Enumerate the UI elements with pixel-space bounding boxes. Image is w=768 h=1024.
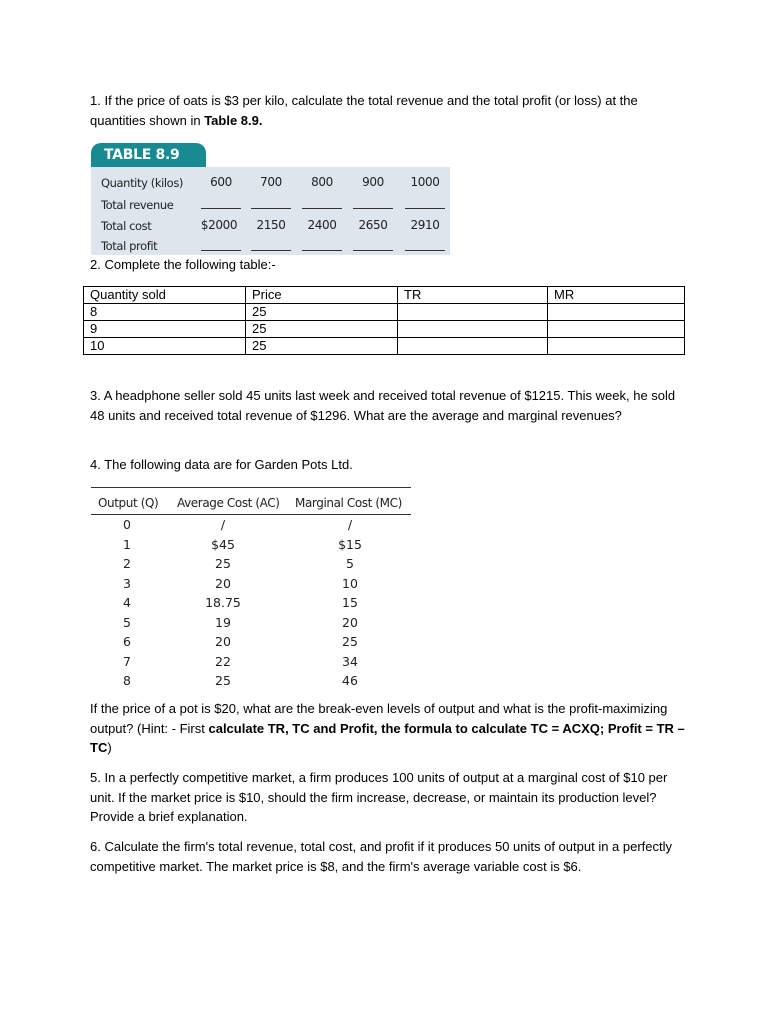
cell-average-cost: 20	[215, 575, 231, 591]
cell-mr	[548, 321, 685, 338]
header-tr: TR	[398, 287, 548, 304]
question-6: 6. Calculate the firm's total revenue, total cost, and profit if it produces 50 units of output in a perfectly competitive market. The market price is $8, and the firm's average variable cost is $6.	[90, 839, 673, 874]
row-label-profit: Total profit	[101, 239, 158, 253]
quantity-cell: 900	[362, 175, 384, 189]
cell-average-cost: 18.75	[205, 595, 241, 610]
table-header-row	[84, 287, 685, 304]
cell-quantity: 9	[84, 321, 246, 338]
cost-cell: 2150	[256, 218, 286, 232]
header-price: Price	[246, 287, 398, 304]
header-marginal-cost: Marginal Cost (MC)	[295, 496, 402, 510]
cell-marginal-cost: 34	[342, 653, 358, 669]
cost-cell: 2400	[307, 218, 337, 232]
blank-line	[201, 208, 241, 209]
question-4-prompt	[90, 699, 690, 758]
table-8-9	[91, 167, 450, 255]
question-4-hint-formula: calculate TR, TC and Profit, the formula to calculate TC = ACXQ; Profit = TR – TC	[90, 720, 685, 755]
blank-line	[251, 208, 291, 209]
cell-marginal-cost: 5	[346, 556, 354, 571]
cell-tr	[398, 338, 548, 355]
blank-line	[353, 208, 393, 209]
header-mr: MR	[548, 287, 685, 304]
table-top-rule	[91, 487, 411, 488]
blank-line	[353, 250, 393, 251]
cell-average-cost: 22	[215, 653, 231, 669]
cell-output: 6	[123, 634, 131, 649]
cell-average-cost: 25	[215, 556, 231, 571]
question-1	[90, 91, 690, 130]
header-output: Output (Q)	[98, 496, 159, 510]
question-2: 2. Complete the following table:-	[90, 257, 276, 272]
cell-output: 4	[123, 595, 131, 610]
table-8-9-tab: TABLE 8.9	[91, 143, 206, 167]
cell-output: 5	[123, 614, 131, 630]
table-header-rule	[91, 514, 411, 515]
question-4: 4. The following data are for Garden Pots Ltd.	[90, 457, 353, 472]
cell-quantity: 10	[84, 338, 246, 355]
cell-mr	[548, 338, 685, 355]
cost-cell: $2000	[200, 218, 238, 232]
blank-line	[302, 208, 342, 209]
cell-tr	[398, 304, 548, 321]
cell-marginal-cost: $15	[338, 536, 362, 552]
row-label-quantity: Quantity (kilos)	[101, 176, 184, 190]
question-4-prompt-text: If the price of a pot is $20, what are the break-even levels of output and what is the profit-maximizing output? (Hint: - First	[90, 701, 668, 736]
quantity-cell: 1000	[410, 175, 440, 189]
question-4-prompt-end: )	[107, 740, 112, 755]
cell-average-cost: $45	[211, 536, 235, 552]
cell-marginal-cost: 20	[342, 614, 358, 630]
blank-line	[405, 208, 445, 209]
cell-average-cost: /	[220, 517, 226, 532]
header-average-cost: Average Cost (AC)	[177, 496, 280, 510]
question-3: 3. A headphone seller sold 45 units last week and received total revenue of $1215. This week, he sold 48 units and received total revenue of $1296. What are the average and marginal revenues?	[90, 388, 676, 423]
question-5: 5. In a perfectly competitive market, a firm produces 100 units of output at a marginal cost of $10 per unit. If the market price is $10, should the firm increase, decrease, or maintain its production level? Provide a brief explanation.	[90, 770, 668, 824]
cost-cell: 2910	[410, 218, 440, 232]
table-row	[84, 338, 685, 355]
cell-output: 1	[123, 536, 131, 552]
quantity-cell: 700	[260, 175, 282, 189]
cell-marginal-cost: 15	[342, 595, 358, 610]
table-row	[84, 321, 685, 338]
cell-average-cost: 20	[215, 634, 231, 649]
question-1-text: 1. If the price of oats is $3 per kilo, calculate the total revenue and the total profit (or loss) at the quantities shown in	[90, 93, 638, 128]
cell-output: 7	[123, 653, 131, 669]
cell-price: 25	[246, 304, 398, 321]
cell-mr	[548, 304, 685, 321]
cell-marginal-cost: /	[347, 517, 353, 532]
cell-average-cost: 19	[215, 614, 231, 630]
question-1-table-ref: Table 8.9.	[204, 112, 263, 128]
row-label-revenue: Total revenue	[101, 198, 174, 212]
cell-marginal-cost: 10	[342, 575, 358, 591]
blank-line	[251, 250, 291, 251]
cell-output: 0	[123, 517, 131, 532]
cell-output: 8	[123, 673, 131, 688]
blank-line	[201, 250, 241, 251]
cell-average-cost: 25	[215, 673, 231, 688]
header-quantity-sold: Quantity sold	[84, 287, 246, 304]
blank-line	[302, 250, 342, 251]
cell-marginal-cost: 46	[342, 673, 358, 688]
cell-output: 2	[123, 556, 131, 571]
row-label-cost: Total cost	[101, 219, 152, 233]
quantity-cell: 600	[210, 175, 232, 189]
cell-marginal-cost: 25	[342, 634, 358, 649]
table-row	[84, 304, 685, 321]
cell-quantity: 8	[84, 304, 246, 321]
cell-output: 3	[123, 575, 131, 591]
cell-price: 25	[246, 321, 398, 338]
cell-tr	[398, 321, 548, 338]
blank-line	[405, 250, 445, 251]
cell-price: 25	[246, 338, 398, 355]
quantity-cell: 800	[311, 175, 333, 189]
revenue-table	[83, 286, 685, 355]
cost-cell: 2650	[358, 218, 388, 232]
